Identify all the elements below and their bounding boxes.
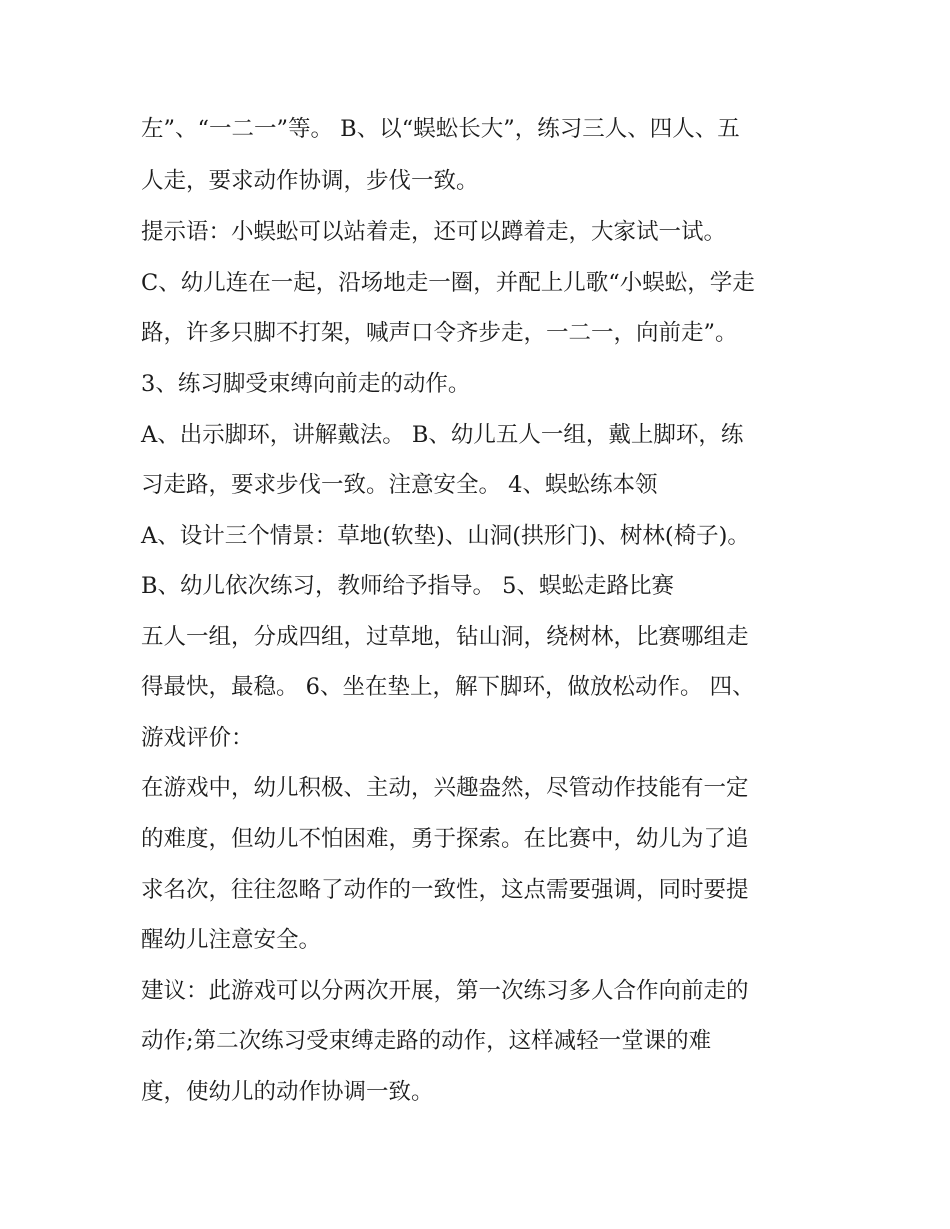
text-line: 左”、“一二一”等。 B、以“蜈蚣长大”，练习三人、四人、五 — [141, 116, 740, 142]
text-line: 醒幼儿注意安全。 — [141, 927, 322, 953]
text-line: 路，许多只脚不打架，喊声口令齐步走，一二一，向前走”。 — [141, 320, 738, 346]
text-line: A、设计三个情景：草地(软垫)、山洞(拱形门)、树林(椅子)。 — [141, 523, 750, 549]
text-line: 五人一组，分成四组，过草地，钻山洞，绕树林，比赛哪组走 — [141, 624, 749, 650]
text-line: 提示语：小蜈蚣可以站着走，还可以蹲着走，大家试一试。 — [141, 219, 727, 245]
text-line: C、幼儿连在一起，沿场地走一圈，并配上儿歌“小蜈蚣，学走 — [141, 270, 755, 296]
text-line: 求名次，往往忽略了动作的一致性，这点需要强调，同时要提 — [141, 877, 749, 903]
text-line: 人走，要求动作协调，步伐一致。 — [141, 168, 479, 194]
text-line: A、出示脚环，讲解戴法。 B、幼儿五人一组，戴上脚环，练 — [141, 422, 744, 448]
text-line: 3、练习脚受束缚向前走的动作。 — [141, 371, 471, 397]
text-line: 在游戏中，幼儿积极、主动，兴趣盎然，尽管动作技能有一定 — [141, 775, 749, 801]
text-line: 游戏评价： — [141, 725, 254, 751]
text-line: 得最快，最稳。 6、坐在垫上，解下脚环，做放松动作。 四、 — [141, 674, 755, 700]
text-line: 动作;第二次练习受束缚走路的动作，这样减轻一堂课的难 — [141, 1028, 712, 1054]
text-line: B、幼儿依次练习，教师给予指导。 5、蜈蚣走路比赛 — [141, 573, 675, 599]
text-line: 的难度，但幼儿不怕困难，勇于探索。在比赛中，幼儿为了追 — [141, 826, 749, 852]
text-line: 建议：此游戏可以分两次开展，第一次练习多人合作向前走的 — [141, 978, 749, 1004]
text-line: 度，使幼儿的动作协调一致。 — [141, 1079, 434, 1105]
text-line: 习走路，要求步伐一致。注意安全。 4、蜈蚣练本领 — [141, 472, 658, 498]
